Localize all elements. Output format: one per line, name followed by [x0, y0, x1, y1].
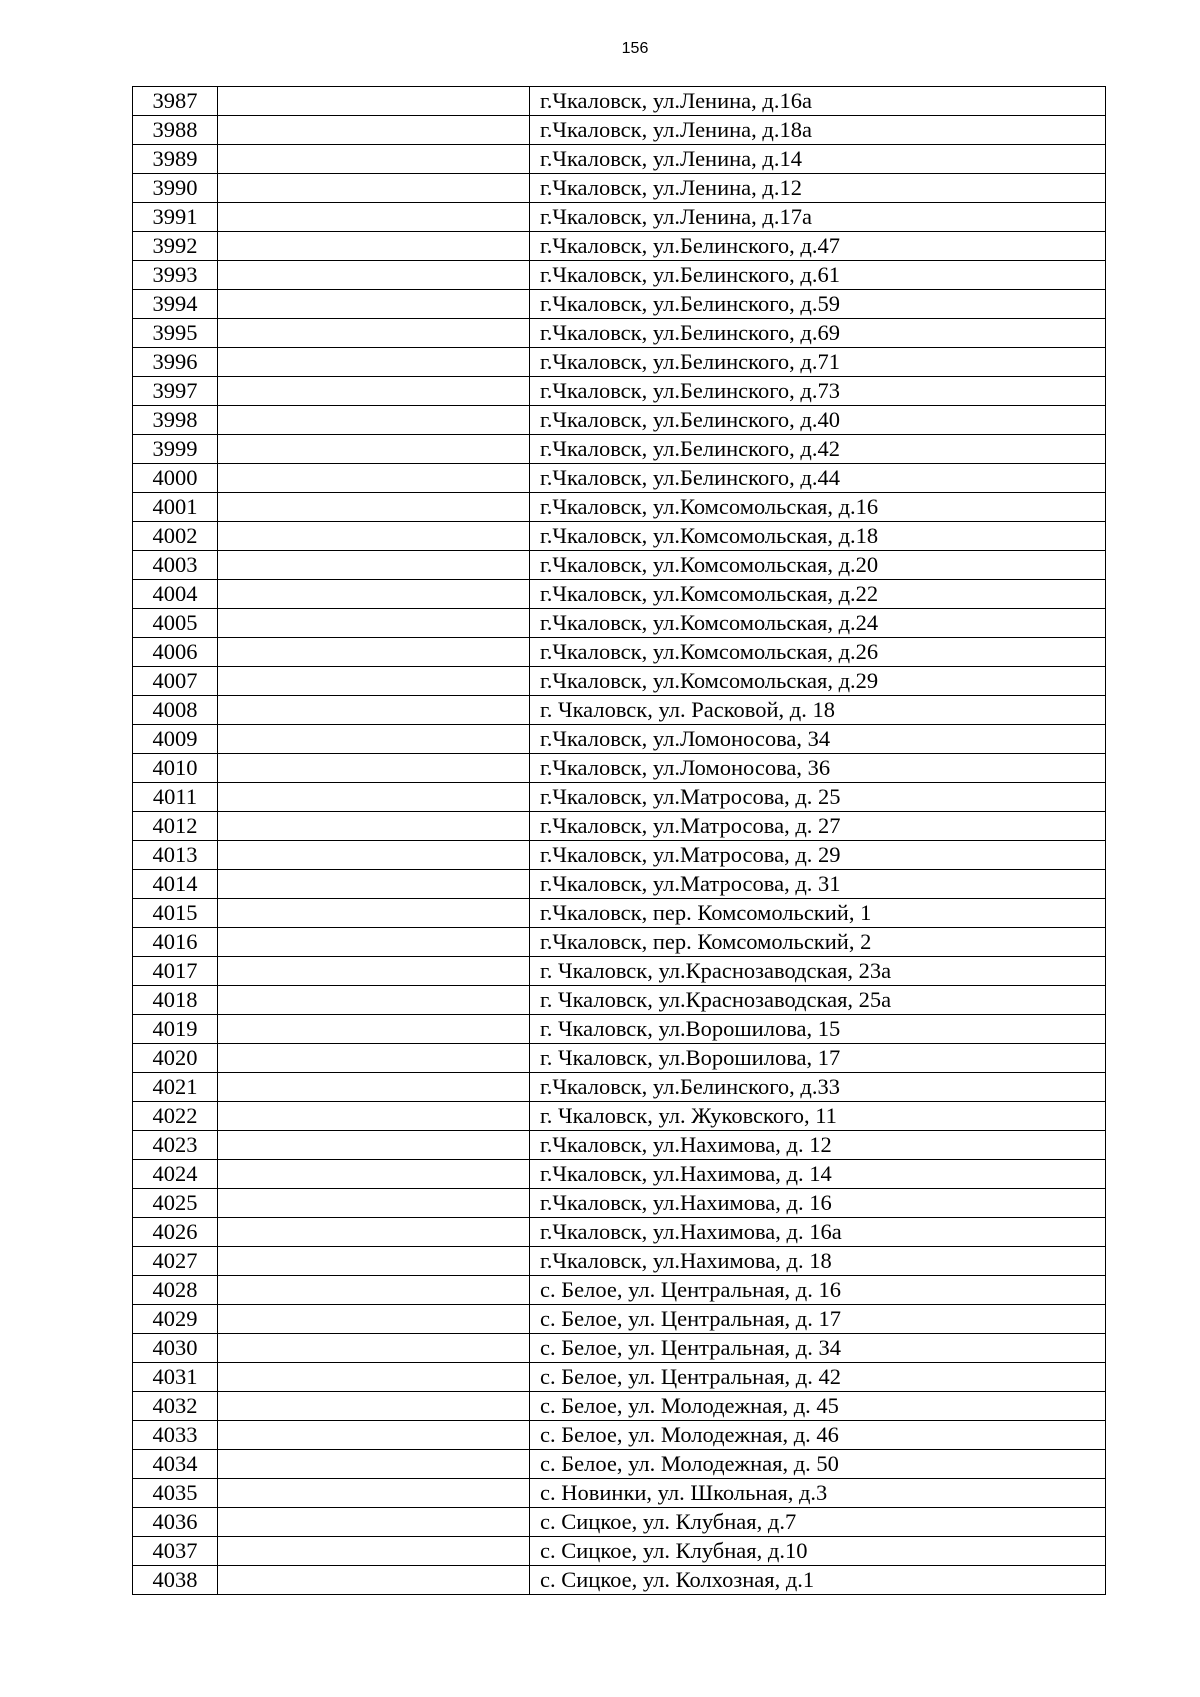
empty-cell — [218, 725, 530, 754]
table-row — [133, 551, 1106, 580]
address-cell: г.Чкаловск, ул.Белинского, д.44 — [530, 464, 1106, 493]
row-number-cell: 4027 — [133, 1247, 218, 1276]
row-number-cell: 4018 — [133, 986, 218, 1015]
table-row — [133, 609, 1106, 638]
empty-cell — [218, 1218, 530, 1247]
table-row — [133, 638, 1106, 667]
row-number-cell: 4002 — [133, 522, 218, 551]
address-cell: г.Чкаловск, ул.Матросова, д. 25 — [530, 783, 1106, 812]
table-row — [133, 1044, 1106, 1073]
table-row — [133, 1305, 1106, 1334]
empty-cell — [218, 667, 530, 696]
table-row — [133, 261, 1106, 290]
row-number-cell: 4016 — [133, 928, 218, 957]
empty-cell — [218, 1305, 530, 1334]
empty-cell — [218, 1073, 530, 1102]
address-cell: с. Белое, ул. Центральная, д. 17 — [530, 1305, 1106, 1334]
table-row — [133, 725, 1106, 754]
empty-cell — [218, 551, 530, 580]
table-row — [133, 348, 1106, 377]
row-number-cell: 4031 — [133, 1363, 218, 1392]
address-cell: г.Чкаловск, ул.Ленина, д.14 — [530, 145, 1106, 174]
empty-cell — [218, 580, 530, 609]
table-row — [133, 435, 1106, 464]
table-row — [133, 812, 1106, 841]
row-number-cell: 4015 — [133, 899, 218, 928]
empty-cell — [218, 116, 530, 145]
row-number-cell: 4029 — [133, 1305, 218, 1334]
table-row — [133, 667, 1106, 696]
table-row — [133, 696, 1106, 725]
address-cell: с. Белое, ул. Центральная, д. 16 — [530, 1276, 1106, 1305]
row-number-cell: 4038 — [133, 1566, 218, 1595]
row-number-cell: 4035 — [133, 1479, 218, 1508]
address-cell: г.Чкаловск, ул.Комсомольская, д.18 — [530, 522, 1106, 551]
address-cell: г.Чкаловск, ул.Белинского, д.59 — [530, 290, 1106, 319]
address-cell: с. Белое, ул. Молодежная, д. 45 — [530, 1392, 1106, 1421]
table-row — [133, 116, 1106, 145]
row-number-cell: 4025 — [133, 1189, 218, 1218]
address-cell: с. Белое, ул. Центральная, д. 42 — [530, 1363, 1106, 1392]
empty-cell — [218, 319, 530, 348]
row-number-cell: 3996 — [133, 348, 218, 377]
empty-cell — [218, 1479, 530, 1508]
address-cell: г.Чкаловск, ул.Белинского, д.69 — [530, 319, 1106, 348]
empty-cell — [218, 1247, 530, 1276]
row-number-cell: 4001 — [133, 493, 218, 522]
empty-cell — [218, 232, 530, 261]
empty-cell — [218, 1131, 530, 1160]
row-number-cell: 4009 — [133, 725, 218, 754]
address-cell: с. Сицкое, ул. Клубная, д.10 — [530, 1537, 1106, 1566]
table-row — [133, 1189, 1106, 1218]
address-cell: г.Чкаловск, ул.Комсомольская, д.22 — [530, 580, 1106, 609]
address-cell: г. Чкаловск, ул. Жуковского, 11 — [530, 1102, 1106, 1131]
address-cell: г.Чкаловск, ул.Нахимова, д. 18 — [530, 1247, 1106, 1276]
row-number-cell: 4020 — [133, 1044, 218, 1073]
empty-cell — [218, 493, 530, 522]
address-cell: г.Чкаловск, ул.Комсомольская, д.26 — [530, 638, 1106, 667]
address-cell: г.Чкаловск, ул.Комсомольская, д.29 — [530, 667, 1106, 696]
empty-cell — [218, 464, 530, 493]
row-number-cell: 3995 — [133, 319, 218, 348]
address-cell: с. Сицкое, ул. Колхозная, д.1 — [530, 1566, 1106, 1595]
row-number-cell: 4037 — [133, 1537, 218, 1566]
empty-cell — [218, 1566, 530, 1595]
empty-cell — [218, 87, 530, 116]
table-row — [133, 1537, 1106, 1566]
address-table-body — [133, 87, 1106, 1595]
table-row — [133, 1247, 1106, 1276]
row-number-cell: 3989 — [133, 145, 218, 174]
table-row — [133, 145, 1106, 174]
empty-cell — [218, 348, 530, 377]
address-cell: г.Чкаловск, ул.Комсомольская, д.16 — [530, 493, 1106, 522]
empty-cell — [218, 406, 530, 435]
table-row — [133, 1566, 1106, 1595]
empty-cell — [218, 986, 530, 1015]
table-row — [133, 1073, 1106, 1102]
row-number-cell: 4007 — [133, 667, 218, 696]
address-cell: г.Чкаловск, ул.Белинского, д.73 — [530, 377, 1106, 406]
empty-cell — [218, 377, 530, 406]
page-number: 156 — [621, 40, 649, 57]
row-number-cell: 4000 — [133, 464, 218, 493]
empty-cell — [218, 290, 530, 319]
table-row — [133, 203, 1106, 232]
address-cell: г. Чкаловск, ул.Ворошилова, 17 — [530, 1044, 1106, 1073]
table-row — [133, 1102, 1106, 1131]
table-row — [133, 1363, 1106, 1392]
empty-cell — [218, 203, 530, 232]
address-cell: с. Белое, ул. Молодежная, д. 50 — [530, 1450, 1106, 1479]
empty-cell — [218, 754, 530, 783]
empty-cell — [218, 1421, 530, 1450]
address-cell: г.Чкаловск, ул.Ленина, д.16а — [530, 87, 1106, 116]
empty-cell — [218, 1015, 530, 1044]
row-number-cell: 4036 — [133, 1508, 218, 1537]
row-number-cell: 4012 — [133, 812, 218, 841]
address-cell: г. Чкаловск, ул. Расковой, д. 18 — [530, 696, 1106, 725]
table-row — [133, 1276, 1106, 1305]
empty-cell — [218, 522, 530, 551]
empty-cell — [218, 609, 530, 638]
table-row — [133, 986, 1106, 1015]
empty-cell — [218, 1392, 530, 1421]
table-row — [133, 1160, 1106, 1189]
address-cell: г.Чкаловск, ул.Ленина, д.18а — [530, 116, 1106, 145]
empty-cell — [218, 261, 530, 290]
row-number-cell: 4011 — [133, 783, 218, 812]
table-row — [133, 174, 1106, 203]
table-row — [133, 1131, 1106, 1160]
empty-cell — [218, 1334, 530, 1363]
row-number-cell: 3998 — [133, 406, 218, 435]
empty-cell — [218, 783, 530, 812]
row-number-cell: 4004 — [133, 580, 218, 609]
row-number-cell: 4019 — [133, 1015, 218, 1044]
table-row — [133, 580, 1106, 609]
row-number-cell: 4010 — [133, 754, 218, 783]
row-number-cell: 3994 — [133, 290, 218, 319]
row-number-cell: 4014 — [133, 870, 218, 899]
address-cell: г.Чкаловск, пер. Комсомольский, 1 — [530, 899, 1106, 928]
address-cell: г. Чкаловск, ул.Ворошилова, 15 — [530, 1015, 1106, 1044]
table-row — [133, 1334, 1106, 1363]
row-number-cell: 3987 — [133, 87, 218, 116]
address-cell: г.Чкаловск, ул.Ленина, д.17а — [530, 203, 1106, 232]
row-number-cell: 4026 — [133, 1218, 218, 1247]
address-cell: г.Чкаловск, ул.Ленина, д.12 — [530, 174, 1106, 203]
empty-cell — [218, 899, 530, 928]
table-row — [133, 377, 1106, 406]
row-number-cell: 4005 — [133, 609, 218, 638]
empty-cell — [218, 1044, 530, 1073]
row-number-cell: 4030 — [133, 1334, 218, 1363]
table-row — [133, 1450, 1106, 1479]
address-cell: г.Чкаловск, ул.Матросова, д. 27 — [530, 812, 1106, 841]
address-cell: г.Чкаловск, ул.Нахимова, д. 16а — [530, 1218, 1106, 1247]
table-row — [133, 1421, 1106, 1450]
row-number-cell: 4033 — [133, 1421, 218, 1450]
empty-cell — [218, 841, 530, 870]
empty-cell — [218, 638, 530, 667]
address-cell: с. Белое, ул. Молодежная, д. 46 — [530, 1421, 1106, 1450]
empty-cell — [218, 696, 530, 725]
table-row — [133, 1015, 1106, 1044]
row-number-cell: 4032 — [133, 1392, 218, 1421]
table-row — [133, 87, 1106, 116]
row-number-cell: 3991 — [133, 203, 218, 232]
row-number-cell: 4013 — [133, 841, 218, 870]
table-row — [133, 406, 1106, 435]
address-cell: г.Чкаловск, ул.Нахимова, д. 14 — [530, 1160, 1106, 1189]
table-row — [133, 1508, 1106, 1537]
address-cell: г.Чкаловск, ул.Матросова, д. 29 — [530, 841, 1106, 870]
empty-cell — [218, 1160, 530, 1189]
table-row — [133, 464, 1106, 493]
address-cell: г.Чкаловск, ул.Матросова, д. 31 — [530, 870, 1106, 899]
table-row — [133, 290, 1106, 319]
row-number-cell: 3999 — [133, 435, 218, 464]
address-cell: г.Чкаловск, пер. Комсомольский, 2 — [530, 928, 1106, 957]
table-row — [133, 957, 1106, 986]
empty-cell — [218, 928, 530, 957]
empty-cell — [218, 1363, 530, 1392]
address-cell: г.Чкаловск, ул.Нахимова, д. 12 — [530, 1131, 1106, 1160]
row-number-cell: 4028 — [133, 1276, 218, 1305]
address-cell: г.Чкаловск, ул.Ломоносова, 34 — [530, 725, 1106, 754]
address-cell: с. Сицкое, ул. Клубная, д.7 — [530, 1508, 1106, 1537]
row-number-cell: 4006 — [133, 638, 218, 667]
address-cell: г.Чкаловск, ул.Ломоносова, 36 — [530, 754, 1106, 783]
row-number-cell: 3997 — [133, 377, 218, 406]
row-number-cell: 4008 — [133, 696, 218, 725]
table-row — [133, 783, 1106, 812]
table-row — [133, 319, 1106, 348]
address-cell: г.Чкаловск, ул.Комсомольская, д.24 — [530, 609, 1106, 638]
address-cell: г. Чкаловск, ул.Краснозаводская, 23а — [530, 957, 1106, 986]
row-number-cell: 4021 — [133, 1073, 218, 1102]
address-cell: г.Чкаловск, ул.Нахимова, д. 16 — [530, 1189, 1106, 1218]
address-cell: г.Чкаловск, ул.Белинского, д.33 — [530, 1073, 1106, 1102]
address-cell: г.Чкаловск, ул.Белинского, д.61 — [530, 261, 1106, 290]
row-number-cell: 3993 — [133, 261, 218, 290]
empty-cell — [218, 435, 530, 464]
row-number-cell: 4024 — [133, 1160, 218, 1189]
table-row — [133, 232, 1106, 261]
empty-cell — [218, 174, 530, 203]
table-row — [133, 899, 1106, 928]
row-number-cell: 4034 — [133, 1450, 218, 1479]
address-cell: г. Чкаловск, ул.Краснозаводская, 25а — [530, 986, 1106, 1015]
empty-cell — [218, 145, 530, 174]
row-number-cell: 3992 — [133, 232, 218, 261]
table-row — [133, 841, 1106, 870]
address-cell: г.Чкаловск, ул.Белинского, д.47 — [530, 232, 1106, 261]
row-number-cell: 3988 — [133, 116, 218, 145]
address-cell: с. Новинки, ул. Школьная, д.3 — [530, 1479, 1106, 1508]
empty-cell — [218, 1276, 530, 1305]
table-row — [133, 928, 1106, 957]
empty-cell — [218, 1102, 530, 1131]
empty-cell — [218, 1189, 530, 1218]
row-number-cell: 3990 — [133, 174, 218, 203]
table-row — [133, 522, 1106, 551]
row-number-cell: 4023 — [133, 1131, 218, 1160]
empty-cell — [218, 1508, 530, 1537]
address-cell: г.Чкаловск, ул.Белинского, д.42 — [530, 435, 1106, 464]
empty-cell — [218, 957, 530, 986]
table-row — [133, 1392, 1106, 1421]
row-number-cell: 4017 — [133, 957, 218, 986]
empty-cell — [218, 812, 530, 841]
table-row — [133, 754, 1106, 783]
empty-cell — [218, 1450, 530, 1479]
address-table — [132, 86, 1106, 1595]
empty-cell — [218, 870, 530, 899]
table-row — [133, 1218, 1106, 1247]
row-number-cell: 4003 — [133, 551, 218, 580]
row-number-cell: 4022 — [133, 1102, 218, 1131]
table-row — [133, 870, 1106, 899]
empty-cell — [218, 1537, 530, 1566]
address-cell: г.Чкаловск, ул.Белинского, д.40 — [530, 406, 1106, 435]
address-cell: г.Чкаловск, ул.Белинского, д.71 — [530, 348, 1106, 377]
table-row — [133, 1479, 1106, 1508]
address-cell: с. Белое, ул. Центральная, д. 34 — [530, 1334, 1106, 1363]
table-row — [133, 493, 1106, 522]
address-cell: г.Чкаловск, ул.Комсомольская, д.20 — [530, 551, 1106, 580]
